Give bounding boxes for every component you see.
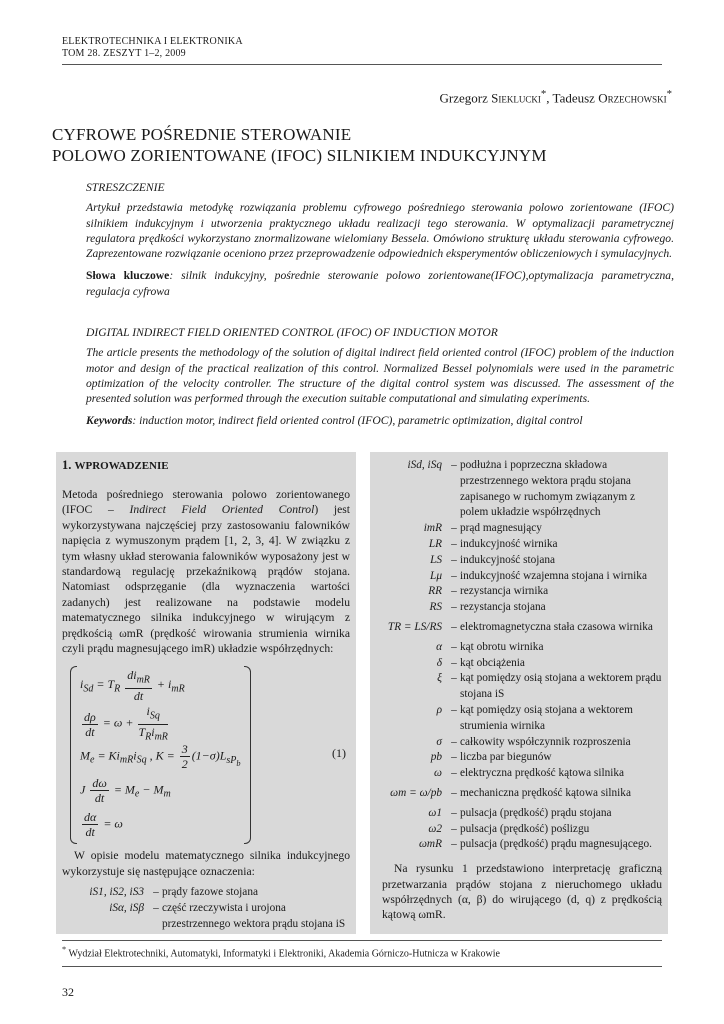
- keywords-pl-label: Słowa kluczowe: [86, 269, 170, 283]
- intro-text-italic: Indirect Field Oriented Control: [129, 503, 315, 517]
- footnote-rule: [62, 940, 662, 941]
- symbol-row: σ – całkowity współczynnik rozproszenia: [370, 735, 662, 751]
- symbol-desc: kąt pomiędzy osią stojana a wektorem strumienia wirnika: [460, 703, 633, 732]
- equation-system: [62, 666, 350, 848]
- symbol-desc: prąd magnesujący: [460, 522, 542, 535]
- symbol-row: ωmR – pulsacja (prędkość) prądu magnesującego.: [370, 837, 662, 853]
- symbol-desc: pulsacja (prędkość) poślizgu: [460, 822, 590, 835]
- symbol-row: imR – prąd magnesujący: [370, 521, 662, 537]
- symbol-row: RS – rezystancja stojana: [370, 600, 662, 616]
- abstract-en: [86, 325, 674, 429]
- symbol-desc: kąt obrotu wirnika: [460, 640, 544, 653]
- symbol-desc: indukcyjność stojana: [460, 553, 556, 566]
- symbol: ξ: [437, 672, 442, 685]
- author1-first: Grzegorz: [439, 90, 492, 106]
- keywords-pl-text: : silnik indukcyjny, pośrednie sterowanie polowo zorientowane(IFOC),optymalizacja parametryczna, regulacja cyfrowa: [86, 269, 675, 298]
- symbol-row: δ – kąt obciążenia: [370, 656, 662, 672]
- symbol-row: iSα, iSβ – część rzeczywista i urojona przestrzennego wektora prądu stojana iS: [62, 901, 350, 933]
- author-separator: , Tadeusz: [546, 90, 599, 106]
- figure-reference-paragraph: Na rysunku 1 przedstawiono interpretację graficzną przetwarzania prądów stojana z nieruchomego układu współrzędnych (α, β) do wirującego (d, q) z prędkością kątową ωmR.: [382, 862, 662, 922]
- author2-mark: *: [666, 88, 672, 100]
- intro-text-b: ) jest wykorzystywana najczęściej przy zastosowaniu falowników napięcia z wymuszonym prądem [1, 2, 3, 4]. W związku z tym własny układ sterowania falowników wyposażony jest w standardową regulację przekaźnikową prądów stojana. Natomiast odsprzęganie (dla wyznaczenia wartości zadanych) jest realizowane na podstawie modelu matematycznego silnika indukcyjnego w wirującym z prędkością ωmR (prędkość wirowania strumienia wirnika czyli prądu magnesującego imR) układzie współrzędnych:: [62, 503, 350, 656]
- right-symbol-list: [370, 458, 662, 923]
- symbol: iSα, iSβ: [109, 902, 144, 915]
- symbol-desc: indukcyjność wzajemna stojana i wirnika: [460, 569, 647, 582]
- section-heading: [62, 458, 350, 473]
- right-column: [370, 452, 668, 934]
- keywords-pl: [86, 268, 674, 299]
- title-line-2: POLOWO ZORIENTOWANE (IFOC) SILNIKIEM INDUKCYJNYM: [52, 146, 547, 165]
- intro-text-a: Metoda pośredniego sterowania polowo zorientowanego (IFOC –: [62, 488, 350, 517]
- symbol: TR = LS/RS: [387, 620, 442, 633]
- symbol-row: Lμ – indukcyjność wzajemna stojana i wirnika: [370, 569, 662, 585]
- author2-last: Orzechowski: [598, 90, 667, 106]
- symbol: ω: [434, 767, 442, 780]
- abstract-pl: [86, 180, 674, 299]
- abstract-pl-text: Artykuł przedstawia metodykę rozwiązania problemu cyfrowego pośredniego sterowania polowo zorientowane (IFOC) silnikiem indukcyjnym i utworzenia praktycznego układu realizacji tego sterowania. W optymalizacji parametrycznej regulatora prędkości wykorzystano znormalizowane wielomiany Bessela. Omówiono strukturę układu sterowania cyfrowego. Zaprezentowane rozwiązanie oceniono przez przeprowadzenie odpowiednich eksperymentów obliczeniowych i symulacyjnych.: [86, 201, 674, 261]
- symbol: ρ: [436, 703, 442, 716]
- footer-rule: [62, 966, 662, 967]
- abstract-en-heading: DIGITAL INDIRECT FIELD ORIENTED CONTROL (IFOC) OF INDUCTION MOTOR: [86, 326, 498, 339]
- symbol: iSd, iSq: [407, 459, 442, 471]
- symbol-desc: część rzeczywista i urojona przestrzennego wektora prądu stojana iS: [162, 902, 346, 930]
- symbol-row: iS1, iS2, iS3 – prądy fazowe stojana: [62, 885, 350, 901]
- symbol-row: α – kąt obrotu wirnika: [370, 640, 662, 656]
- keywords-en-label: Keywords: [86, 414, 133, 428]
- symbol-desc: podłużna i poprzeczna składowa przestrzennego wektora prądu stojana zapisanego w ruchomym związanym z polem układzie współrzędnych: [460, 459, 636, 519]
- title-line-1: CYFROWE POŚREDNIE STEROWANIE: [52, 125, 352, 144]
- right-brace: [244, 666, 251, 844]
- footnote-text: Wydział Elektrotechniki, Automatyki, Informatyki i Elektroniki, Akademia Górniczo-Hutnicza w Krakowie: [68, 948, 500, 960]
- journal-name: ELEKTROTECHNIKA I ELEKTRONIKA: [62, 36, 243, 47]
- page-number: 32: [62, 985, 74, 999]
- symbol: δ: [436, 656, 442, 669]
- symbol: pb: [430, 751, 442, 764]
- abstract-pl-heading: STRESZCZENIE: [86, 181, 165, 194]
- journal-volume: TOM 28. ZESZYT 1–2, 2009: [62, 48, 186, 59]
- eq-line-2: $\frac{d\rho}{dt}$ = ω + $\frac{i_{Sq}}{T_Ri_{mR}}$: [84, 704, 168, 743]
- symbol-row: ρ – kąt pomiędzy osią stojana a wektorem strumienia wirnika: [370, 703, 662, 735]
- symbol: ω1: [428, 806, 442, 819]
- symbol-row: LR – indukcyjność wirnika: [370, 537, 662, 553]
- keywords-en-text: : induction motor, indirect field oriented control (IFOC), parametric optimization, digital control: [132, 414, 583, 428]
- symbol-row: pb – liczba par biegunów: [370, 750, 662, 766]
- symbol: RS: [429, 601, 442, 614]
- symbol: ω2: [428, 822, 442, 835]
- abstract-en-text: The article presents the methodology of the solution of digital indirect field oriented control (IFOC) problem of the induction motor and design of the practical realization of this control. Normalized Bessel polynomials were used in the parametric optimization of the velocity controller. The structure of the digital control system was discussed. The assessment of the presented solution was performed through the execution suitable computational and simulating experiments.: [86, 346, 674, 406]
- symbol-desc: rezystancja wirnika: [460, 585, 549, 598]
- intro-paragraph: [62, 487, 350, 656]
- footnote-mark: *: [62, 945, 67, 954]
- notation-paragraph: W opisie modelu matematycznego silnika indukcyjnego wykorzystuje się następujące oznaczenia:: [62, 849, 350, 878]
- symbol-desc: kąt pomiędzy osią stojana a wektorem prądu stojana iS: [460, 672, 662, 701]
- symbol-desc: całkowity współczynnik rozproszenia: [460, 735, 631, 748]
- journal-header: [62, 36, 243, 60]
- eq-line-1: $i_{Sd} = T_R$ $\frac{di_{mR}}{dt}$ + $i_{mR}$: [80, 668, 185, 703]
- author1-mark: *: [540, 88, 547, 100]
- symbol-desc: rezystancja stojana: [460, 601, 546, 614]
- symbol: iS1, iS2, iS3: [89, 886, 144, 899]
- symbol: LS: [430, 553, 442, 566]
- symbol-desc: pulsacja (prędkość) prądu stojana: [460, 806, 612, 819]
- section-number: 1.: [62, 458, 72, 472]
- symbol-desc: elektryczna prędkość kątowa silnika: [460, 767, 625, 780]
- symbol: σ: [436, 735, 442, 748]
- eq-line-5: $\frac{d\alpha}{dt}$ = ω: [84, 810, 123, 840]
- keywords-en: [86, 413, 674, 428]
- symbol: imR: [423, 522, 442, 535]
- equation-number: (1): [332, 746, 346, 761]
- symbol-row: ωm = ω/pb – mechaniczna prędkość kątowa silnika: [370, 786, 662, 802]
- left-brace: [70, 666, 77, 844]
- symbol-row: LS – indukcyjność stojana: [370, 553, 662, 569]
- symbol-row: ω2 – pulsacja (prędkość) poślizgu: [370, 822, 662, 838]
- eq-line-3: $M_e = Ki_{mR}i_{Sq}$ , K = $\frac{3}{2}$ $(1-\sigma)L_{sP_b}$: [80, 742, 241, 772]
- left-symbol-list: [62, 885, 350, 932]
- symbol: α: [436, 640, 442, 653]
- symbol: ωmR: [418, 838, 442, 851]
- symbol: ωm = ω/pb: [390, 786, 442, 799]
- symbol-desc: mechaniczna prędkość kątowa silnika: [460, 786, 631, 799]
- footnote: [62, 945, 500, 959]
- symbol-desc: pulsacja (prędkość) prądu magnesującego.: [460, 838, 652, 851]
- left-column: [56, 452, 356, 934]
- symbol-row: TR = LS/RS – elektromagnetyczna stała czasowa wirnika: [370, 620, 662, 636]
- paper-title: [52, 124, 547, 166]
- symbol-row: ξ – kąt pomiędzy osią stojana a wektorem prądu stojana iS: [370, 671, 662, 703]
- authors-line: [440, 88, 673, 106]
- symbol-row: ω1 – pulsacja (prędkość) prądu stojana: [370, 806, 662, 822]
- symbol-row: RR – rezystancja wirnika: [370, 584, 662, 600]
- symbol: LR: [428, 537, 442, 550]
- symbol-desc: liczba par biegunów: [460, 751, 552, 764]
- symbol: Lμ: [430, 569, 442, 582]
- section-title: WPROWADZENIE: [74, 460, 169, 472]
- symbol-desc: kąt obciążenia: [460, 656, 525, 669]
- eq-line-4: J $\frac{d\omega}{dt}$ = $M_e - M_m$: [80, 776, 171, 806]
- symbol-row: ω – elektryczna prędkość kątowa silnika: [370, 766, 662, 782]
- symbol-row: iSd, iSq – podłużna i poprzeczna składowa przestrzennego wektora prądu stojana zapisanego w ruchomym związanym z polem układzie współrzędnych: [370, 458, 662, 521]
- symbol-desc: elektromagnetyczna stała czasowa wirnika: [460, 620, 653, 633]
- symbol: RR: [428, 585, 442, 598]
- symbol-desc: prądy fazowe stojana: [162, 886, 258, 899]
- symbol-desc: indukcyjność wirnika: [460, 537, 558, 550]
- header-rule: [62, 64, 662, 65]
- author1-last: Sieklucki: [491, 90, 541, 106]
